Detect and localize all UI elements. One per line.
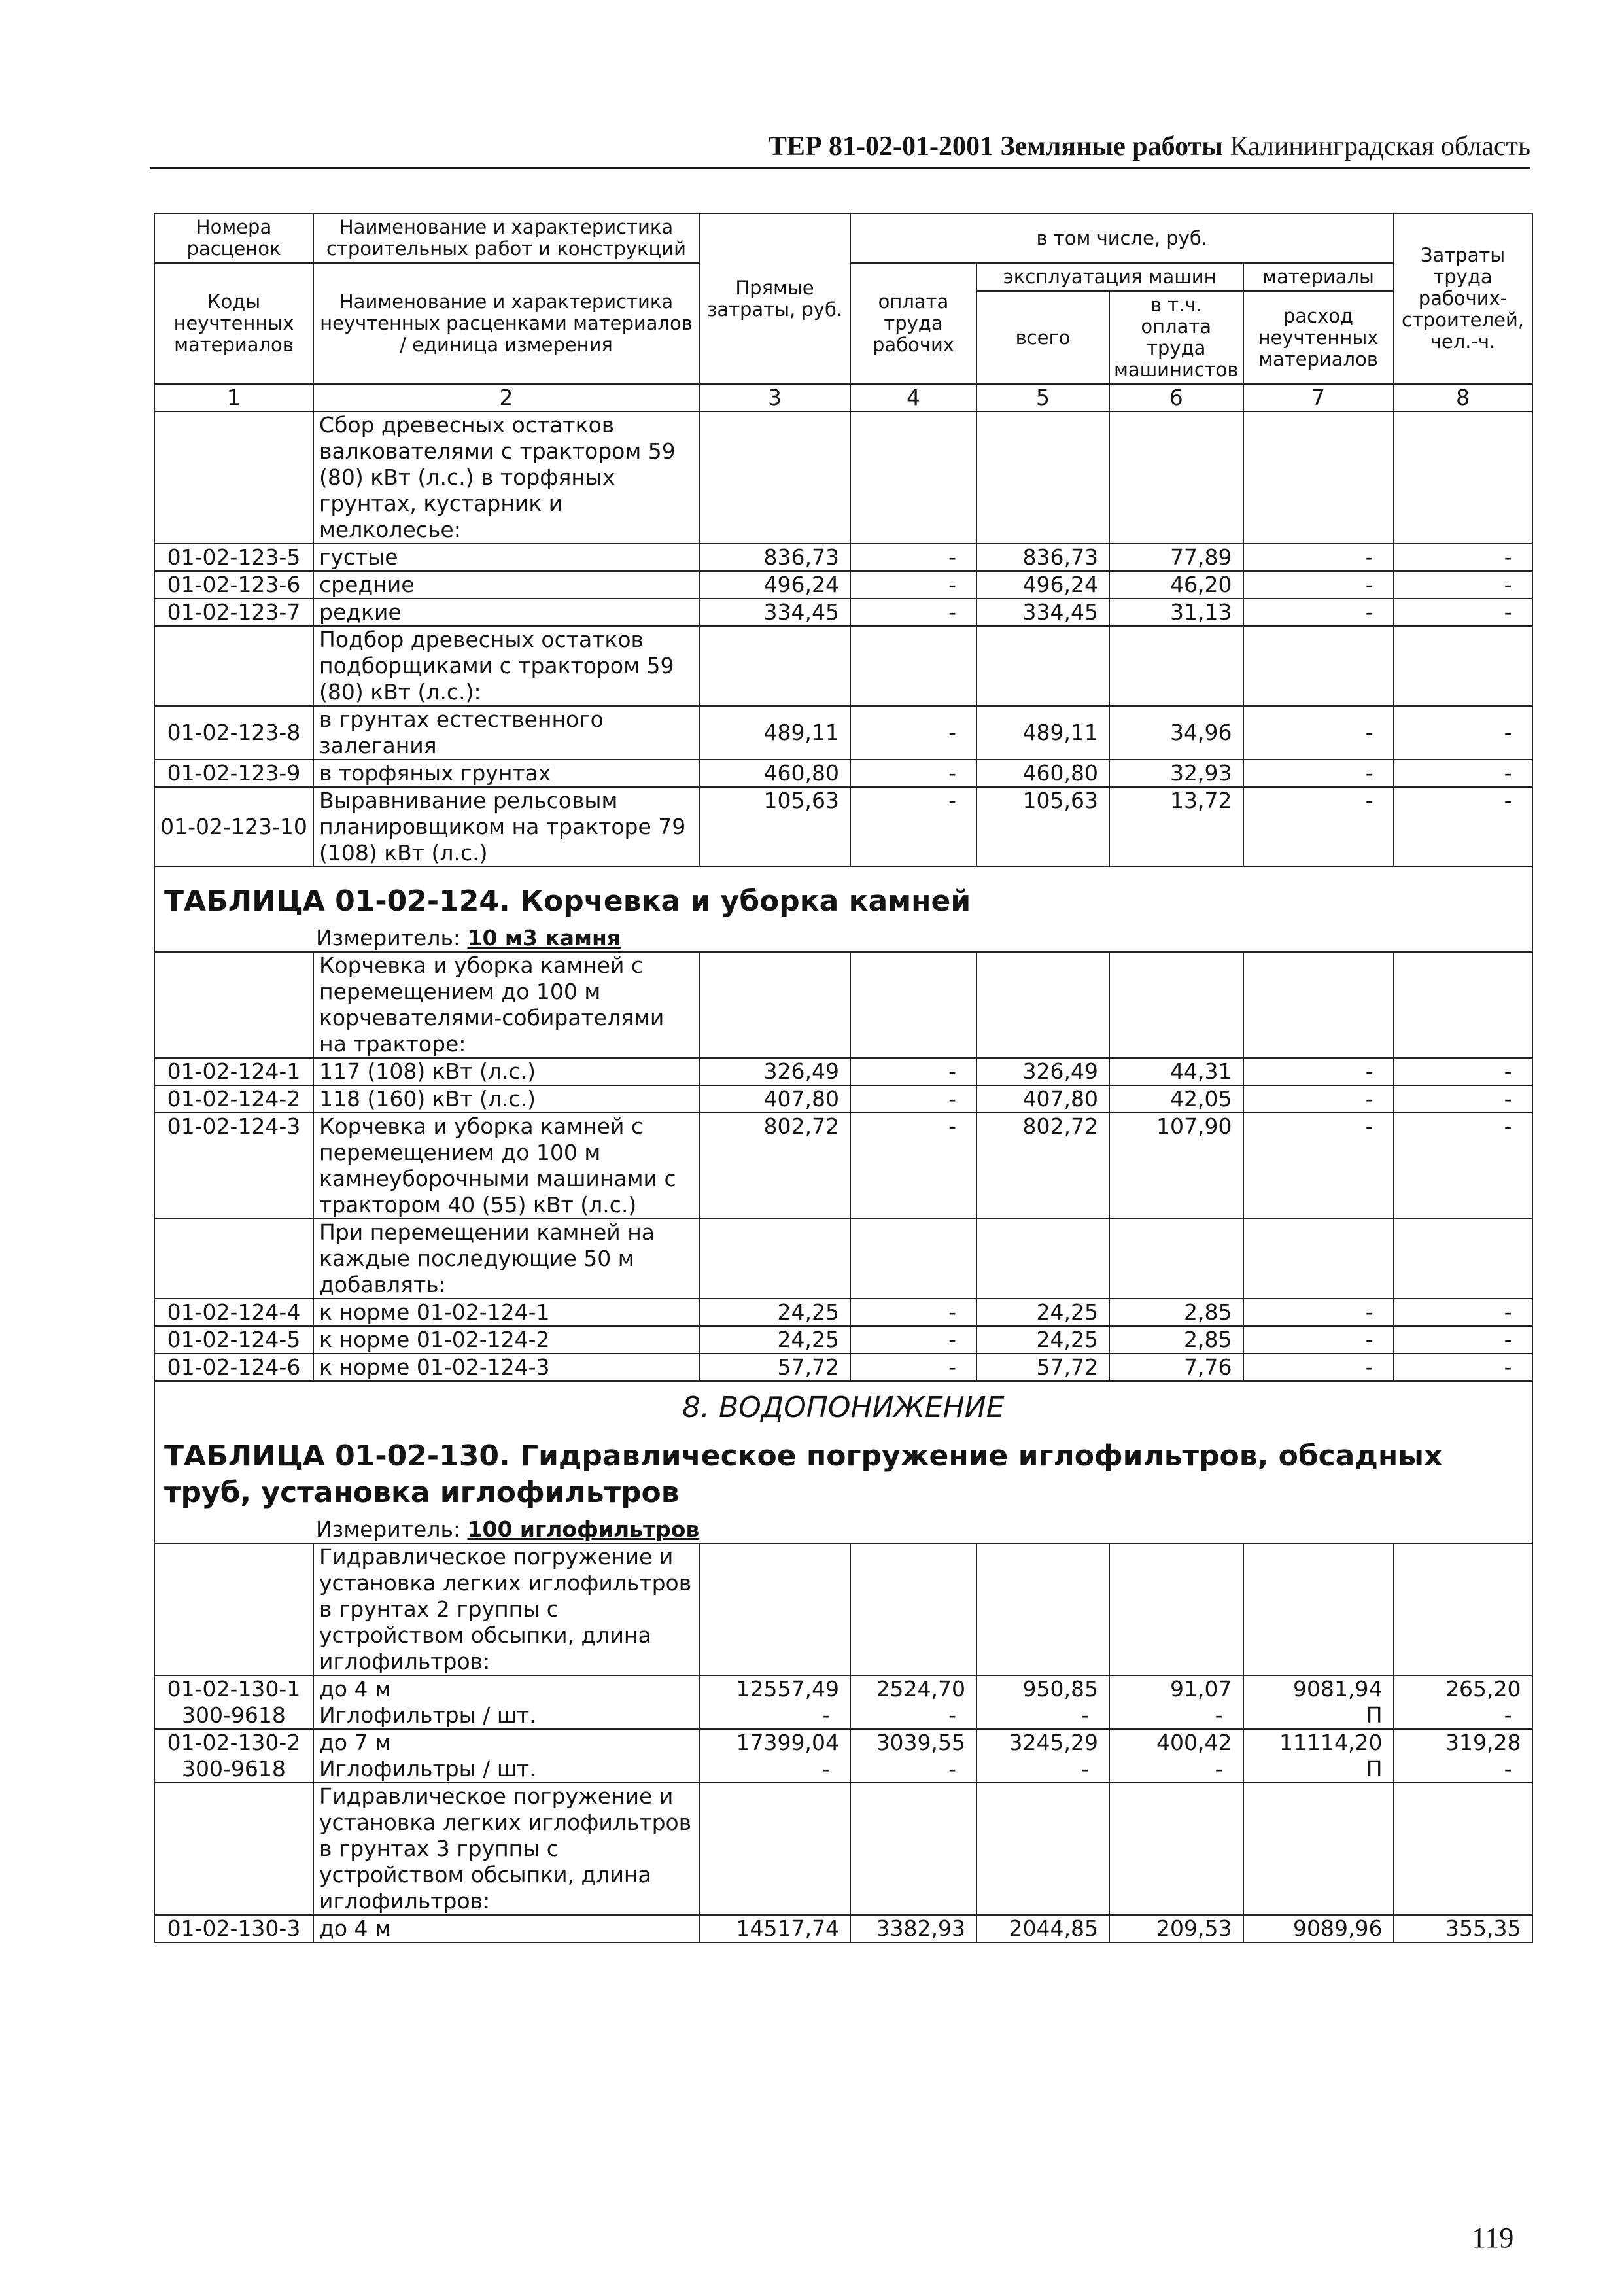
machines-total: 836,73 [976,544,1109,571]
rate-name: до 4 м [313,1675,699,1702]
table-title-row [154,1434,1532,1516]
meter-value: 10 м3 камня [467,925,621,951]
group-description: Сбор древесных остатков валкователями с трактором 59 (80) кВт (л.с.) в торфяных грунтах, кустарник и мелколесье: [313,412,699,544]
materials-cost: П [1243,1756,1394,1783]
rate-name: к норме 01-02-124-3 [313,1354,699,1381]
table-124-title: ТАБЛИЦА 01-02-124. Корчевка и уборка камней [154,867,1532,925]
table-row [154,787,1532,867]
machines-total: 105,63 [976,787,1109,867]
labor-hours: - [1394,1299,1532,1326]
table-row [154,544,1532,571]
labor-hours: - [1394,1326,1532,1354]
meter-row [154,1516,1532,1543]
col-number: 4 [850,384,976,412]
direct-cost: 334,45 [699,599,850,626]
material-name: Иглофильтры / шт. [313,1702,699,1729]
table-130-title: ТАБЛИЦА 01-02-130. Гидравлическое погружение иглофильтров, обсадных труб, установка иглофильтров [154,1434,1532,1516]
materials-cost: - [1243,706,1394,760]
table-row [154,599,1532,626]
machinists-pay: 2,85 [1109,1299,1243,1326]
labor-hours: - [1394,1085,1532,1113]
labor-hours: - [1394,706,1532,760]
col5-header: всего [976,291,1109,384]
machinists-pay: 44,31 [1109,1058,1243,1085]
rate-name: к норме 01-02-124-1 [313,1299,699,1326]
materials-cost: П [1243,1702,1394,1729]
machines-total: 57,72 [976,1354,1109,1381]
direct-cost: 407,80 [699,1085,850,1113]
direct-cost: 12557,49 [699,1675,850,1702]
table-row [154,1326,1532,1354]
materials-cost: 9081,94 [1243,1675,1394,1702]
machines-total: 950,85 [976,1675,1109,1702]
table-130-meter [154,1516,1532,1543]
direct-cost: 105,63 [699,787,850,867]
direct-cost: 836,73 [699,544,850,571]
machinists-pay: - [1109,1702,1243,1729]
rate-name: 118 (160) кВт (л.с.) [313,1085,699,1113]
table-row [154,706,1532,760]
rate-code: 01-02-123-5 [154,544,313,571]
page-number: 119 [1472,2222,1514,2254]
labor-pay: - [850,571,976,599]
materials-cost: - [1243,571,1394,599]
machines-total: 802,72 [976,1113,1109,1219]
col6-header: в т.ч. оплата труда машинистов [1109,291,1243,384]
labor-pay: - [850,1702,976,1729]
materials-cost: - [1243,1058,1394,1085]
col3-header: Прямые затраты, руб. [699,213,850,384]
table-row [154,571,1532,599]
machines-total: 334,45 [976,599,1109,626]
direct-cost: 14517,74 [699,1915,850,1942]
machinists-pay: - [1109,1756,1243,1783]
rate-name: густые [313,544,699,571]
group-row [154,412,1532,544]
col-number: 2 [313,384,699,412]
labor-pay: - [850,544,976,571]
machinists-pay: 34,96 [1109,706,1243,760]
rate-code: 01-02-124-1 [154,1058,313,1085]
material-code: 300-9618 [154,1702,313,1729]
direct-cost: 24,25 [699,1299,850,1326]
materials-cost: - [1243,760,1394,787]
table-row [154,1915,1532,1942]
rate-name: 117 (108) кВт (л.с.) [313,1058,699,1085]
labor-pay: 2524,70 [850,1675,976,1702]
rate-code: 01-02-124-2 [154,1085,313,1113]
materials-cost: - [1243,787,1394,867]
materials-cost: - [1243,1113,1394,1219]
machines-total: 407,80 [976,1085,1109,1113]
machinists-pay: 209,53 [1109,1915,1243,1942]
labor-hours: - [1394,544,1532,571]
machinists-pay: 32,93 [1109,760,1243,787]
col1-top-header: Номера расценок [154,213,313,263]
direct-cost: 489,11 [699,706,850,760]
rate-code: 01-02-130-3 [154,1915,313,1942]
machinists-pay: 77,89 [1109,544,1243,571]
col2-top-header: Наименование и характеристика строительных работ и конструкций [313,213,699,263]
machines-total: 3245,29 [976,1729,1109,1756]
page-header [752,131,1530,162]
labor-pay: - [850,787,976,867]
col1-bottom-header: Коды неучтенных материалов [154,263,313,384]
labor-pay: - [850,1326,976,1354]
labor-pay: - [850,1113,976,1219]
material-name: Иглофильтры / шт. [313,1756,699,1783]
labor-pay: - [850,706,976,760]
machines-total: 2044,85 [976,1915,1109,1942]
machines-total: 24,25 [976,1299,1109,1326]
labor-pay: - [850,1299,976,1326]
direct-cost: - [699,1702,850,1729]
table-row [154,1058,1532,1085]
machines-total: 326,49 [976,1058,1109,1085]
direct-cost: 460,80 [699,760,850,787]
col2-bottom-header: Наименование и характеристика неучтенных расценками материалов / единица измерения [313,263,699,384]
group-row [154,1543,1532,1675]
section-row [154,1381,1532,1434]
materials-cost: - [1243,1326,1394,1354]
labor-hours: 319,28 [1394,1729,1532,1756]
col7-header: расход неучтенных материалов [1243,291,1394,384]
labor-pay: 3382,93 [850,1915,976,1942]
labor-pay: - [850,1354,976,1381]
machinists-pay: 42,05 [1109,1085,1243,1113]
rate-name: в торфяных грунтах [313,760,699,787]
table-row [154,1675,1532,1702]
labor-pay: - [850,1756,976,1783]
direct-cost: 802,72 [699,1113,850,1219]
rate-name: до 7 м [313,1729,699,1756]
table-124-meter [154,925,1532,952]
meter-label: Измеритель: [316,925,461,951]
rates-table [154,213,1533,1943]
machinists-pay: 7,76 [1109,1354,1243,1381]
rate-code: 01-02-124-3 [154,1113,313,1219]
labor-pay: - [850,760,976,787]
group-row [154,1783,1532,1915]
machinists-pay: 31,13 [1109,599,1243,626]
materials-cost: - [1243,1299,1394,1326]
direct-cost: 17399,04 [699,1729,850,1756]
labor-hours: - [1394,1058,1532,1085]
machinists-pay: 400,42 [1109,1729,1243,1756]
rate-name: до 4 м [313,1915,699,1942]
group-description: Подбор древесных остатков подборщиками с трактором 59 (80) кВт (л.с.): [313,626,699,706]
material-row [154,1702,1532,1729]
table-row [154,760,1532,787]
rate-code: 01-02-123-9 [154,760,313,787]
machines-total: 489,11 [976,706,1109,760]
rate-name: Выравнивание рельсовым планировщиком на тракторе 79 (108) кВт (л.с.) [313,787,699,867]
machines-total: 460,80 [976,760,1109,787]
col-number: 3 [699,384,850,412]
machinists-pay: 2,85 [1109,1326,1243,1354]
machinists-pay: 107,90 [1109,1113,1243,1219]
labor-pay: 3039,55 [850,1729,976,1756]
machines-total: - [976,1756,1109,1783]
group-row [154,1219,1532,1299]
rate-code: 01-02-130-2 [154,1729,313,1756]
rate-code: 01-02-123-10 [154,787,313,867]
header-rule [150,167,1530,169]
material-row [154,1756,1532,1783]
materials-header: материалы [1243,263,1394,291]
meter-label: Измеритель: [316,1516,461,1542]
header-region: Калининградская область [1230,131,1530,162]
direct-cost: 326,49 [699,1058,850,1085]
table-row [154,1113,1532,1219]
table-row [154,1299,1532,1326]
rate-name: Корчевка и уборка камней с перемещением до 100 м камнеуборочными машинами с трактором 40 (55) кВт (л.с.) [313,1113,699,1219]
direct-cost: 24,25 [699,1326,850,1354]
rate-code: 01-02-130-1 [154,1675,313,1702]
group-description: При перемещении камней на каждые последующие 50 м добавлять: [313,1219,699,1299]
rate-name: к норме 01-02-124-2 [313,1326,699,1354]
materials-cost: - [1243,1354,1394,1381]
labor-pay: - [850,1058,976,1085]
table-row [154,1085,1532,1113]
meter-value: 100 иглофильтров [467,1516,700,1542]
rates-table-wrap [154,213,1533,1943]
machinists-pay: 91,07 [1109,1675,1243,1702]
col4-header: оплата труда рабочих [850,263,976,384]
labor-hours: - [1394,1756,1532,1783]
table-row [154,1729,1532,1756]
labor-hours: - [1394,599,1532,626]
labor-hours: - [1394,1113,1532,1219]
col-number: 6 [1109,384,1243,412]
col-number: 7 [1243,384,1394,412]
material-code: 300-9618 [154,1756,313,1783]
labor-pay: - [850,599,976,626]
direct-cost: 496,24 [699,571,850,599]
materials-cost: - [1243,544,1394,571]
group-row [154,626,1532,706]
rate-name: средние [313,571,699,599]
labor-hours: - [1394,760,1532,787]
rate-code: 01-02-124-4 [154,1299,313,1326]
rate-name: редкие [313,599,699,626]
group-row [154,952,1532,1058]
table-row [154,1354,1532,1381]
labor-hours: - [1394,1354,1532,1381]
direct-cost: 57,72 [699,1354,850,1381]
labor-hours: 265,20 [1394,1675,1532,1702]
machines-total: 24,25 [976,1326,1109,1354]
labor-hours: - [1394,1702,1532,1729]
rate-code: 01-02-123-8 [154,706,313,760]
rate-code: 01-02-124-6 [154,1354,313,1381]
group-description: Корчевка и уборка камней с перемещением до 100 м корчевателями-собирателями на тракторе: [313,952,699,1058]
materials-cost: 9089,96 [1243,1915,1394,1942]
rate-code: 01-02-123-7 [154,599,313,626]
machines-header: эксплуатация машин [976,263,1243,291]
materials-cost: - [1243,1085,1394,1113]
direct-cost: - [699,1756,850,1783]
machines-total: 496,24 [976,571,1109,599]
rate-code: 01-02-123-6 [154,571,313,599]
machines-total: - [976,1702,1109,1729]
rate-name: в грунтах естественного залегания [313,706,699,760]
meter-row [154,925,1532,952]
labor-pay: - [850,1085,976,1113]
col-number: 5 [976,384,1109,412]
col-number: 1 [154,384,313,412]
materials-cost: - [1243,599,1394,626]
group-description: Гидравлическое погружение и установка легких иглофильтров в грунтах 2 группы с устройством обсыпки, длина иглофильтров: [313,1543,699,1675]
section-title: 8. ВОДОПОНИЖЕНИЕ [154,1381,1532,1434]
materials-cost: 11114,20 [1243,1729,1394,1756]
machinists-pay: 13,72 [1109,787,1243,867]
table-title-row [154,867,1532,925]
machinists-pay: 46,20 [1109,571,1243,599]
header-code: ТЕР 81-02-01-2001 Земляные работы [768,131,1223,162]
labor-hours: - [1394,571,1532,599]
col8-header: Затраты труда рабочих-строителей, чел.-ч. [1394,213,1532,384]
col-number: 8 [1394,384,1532,412]
rate-code: 01-02-124-5 [154,1326,313,1354]
group-description: Гидравлическое погружение и установка легких иглофильтров в грунтах 3 группы с устройством обсыпки, длина иглофильтров: [313,1783,699,1915]
labor-hours: 355,35 [1394,1915,1532,1942]
incl-header: в том числе, руб. [850,213,1394,263]
labor-hours: - [1394,787,1532,867]
